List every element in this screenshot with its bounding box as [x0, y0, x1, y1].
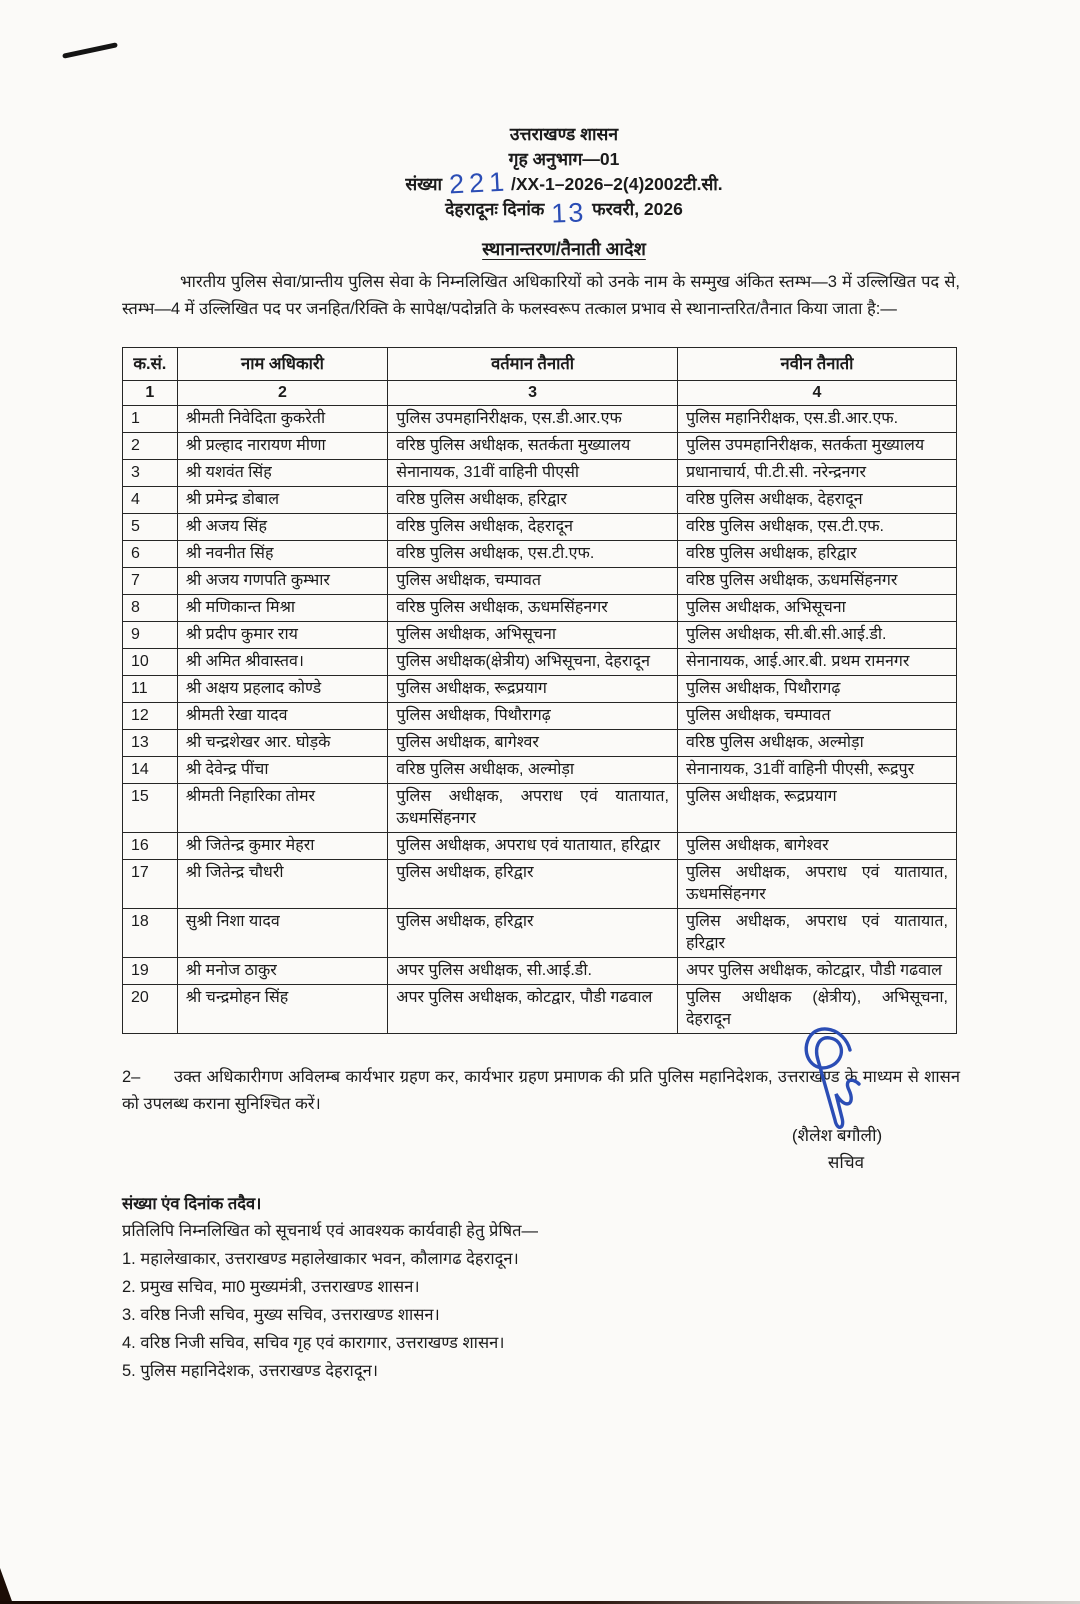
order-number-prefix: संख्या	[405, 174, 443, 194]
cell-officer-name: श्रीमती निहारिका तोमर	[177, 784, 388, 833]
place-date-suffix: फरवरी, 2026	[592, 199, 683, 219]
signatory-name: (शैलेश बगौली)	[791, 1126, 883, 1145]
colnum-3: 3	[388, 381, 678, 406]
signatory-title: सचिव	[827, 1153, 865, 1172]
cell-new-posting: पुलिस अधीक्षक, बागेश्वर	[677, 833, 956, 860]
cell-officer-name: श्रीमती रेखा यादव	[177, 703, 388, 730]
distribution-section	[122, 1191, 960, 1385]
cell-officer-name: श्री चन्द्रमोहन सिंह	[177, 985, 388, 1034]
table-row	[123, 985, 957, 1034]
table-row	[123, 784, 957, 833]
cell-current-posting: वरिष्ठ पुलिस अधीक्षक, हरिद्वार	[388, 487, 678, 514]
document-header	[122, 122, 960, 229]
cell-serial: 19	[123, 958, 178, 985]
cell-current-posting: पुलिस अधीक्षक, अभिसूचना	[388, 622, 678, 649]
cell-new-posting: सेनानायक, आई.आर.बी. प्रथम रामनगर	[677, 649, 956, 676]
table-header-row	[123, 348, 957, 381]
table-row	[123, 703, 957, 730]
table-row	[123, 909, 957, 958]
order-number-suffix: /XX-1–2026–2(4)2002टी.सी.	[511, 174, 723, 194]
distribution-item: 3. वरिष्ठ निजी सचिव, मुख्य सचिव, उत्तराखण्ड शासन।	[122, 1306, 440, 1324]
transfer-table-body	[123, 406, 957, 1034]
cell-current-posting: वरिष्ठ पुलिस अधीक्षक, ऊधमसिंहनगर	[388, 595, 678, 622]
cell-serial: 15	[123, 784, 178, 833]
signature-block	[752, 1124, 922, 1175]
cell-serial: 9	[123, 622, 178, 649]
table-row	[123, 460, 957, 487]
cell-serial: 10	[123, 649, 178, 676]
table-row	[123, 860, 957, 909]
cell-new-posting: पुलिस अधीक्षक, पिथौरागढ़	[677, 676, 956, 703]
paragraph-number: 2–	[122, 1068, 141, 1086]
col-header-officer-name: नाम अधिकारी	[177, 348, 388, 381]
cell-serial: 16	[123, 833, 178, 860]
cell-current-posting: पुलिस अधीक्षक, चम्पावत	[388, 568, 678, 595]
cell-current-posting: वरिष्ठ पुलिस अधीक्षक, सतर्कता मुख्यालय	[388, 433, 678, 460]
handwritten-order-number: 221	[448, 166, 510, 200]
cell-officer-name: श्री यशवंत सिंह	[177, 460, 388, 487]
cell-current-posting: वरिष्ठ पुलिस अधीक्षक, एस.टी.एफ.	[388, 541, 678, 568]
cell-officer-name: श्री अजय गणपति कुम्भार	[177, 568, 388, 595]
cell-current-posting: पुलिस उपमहानिरीक्षक, एस.डी.आर.एफ	[388, 406, 678, 433]
cell-officer-name: श्री जितेन्द्र चौधरी	[177, 860, 388, 909]
cell-current-posting: पुलिस अधीक्षक, अपराध एवं यातायात, हरिद्वार	[388, 833, 678, 860]
table-row	[123, 622, 957, 649]
subject-title: स्थानान्तरण/तैनाती आदेश	[482, 239, 646, 259]
colnum-2: 2	[177, 381, 388, 406]
intro-paragraph: भारतीय पुलिस सेवा/प्रान्तीय पुलिस सेवा के निम्नलिखित अधिकारियों को उनके नाम के सम्मुख अंकित स्तम्भ—3 में उल्लिखित पद से, स्तम्भ—4 में उल्लिखित पद पर जनहित/रिक्ति के सापेक्ष/पदोन्नति के फलस्वरूप तत्काल प्रभाव से स्थानान्तरित/तैनात किया जाता है:—	[122, 273, 960, 318]
cell-current-posting: पुलिस अधीक्षक, बागेश्वर	[388, 730, 678, 757]
place-date-line	[168, 197, 960, 229]
cell-serial: 20	[123, 985, 178, 1034]
cell-new-posting: पुलिस अधीक्षक, सी.बी.सी.आई.डी.	[677, 622, 956, 649]
cell-officer-name: श्री देवेन्द्र पींचा	[177, 757, 388, 784]
table-row	[123, 487, 957, 514]
cell-current-posting: सेनानायक, 31वीं वाहिनी पीएसी	[388, 460, 678, 487]
cell-serial: 5	[123, 514, 178, 541]
table-row	[123, 514, 957, 541]
cell-new-posting: पुलिस अधीक्षक, चम्पावत	[677, 703, 956, 730]
cell-new-posting: सेनानायक, 31वीं वाहिनी पीएसी, रूद्रपुर	[677, 757, 956, 784]
cell-officer-name: श्री जितेन्द्र कुमार मेहरा	[177, 833, 388, 860]
cell-new-posting: पुलिस अधीक्षक, अपराध एवं यातायात, हरिद्वार	[677, 909, 956, 958]
cell-serial: 8	[123, 595, 178, 622]
table-row	[123, 406, 957, 433]
cell-serial: 2	[123, 433, 178, 460]
distribution-item: 4. वरिष्ठ निजी सचिव, सचिव गृह एवं कारागार, उत्तराखण्ड शासन।	[122, 1334, 505, 1352]
cell-serial: 18	[123, 909, 178, 958]
table-row	[123, 676, 957, 703]
cell-new-posting: वरिष्ठ पुलिस अधीक्षक, देहरादून	[677, 487, 956, 514]
colnum-1: 1	[123, 381, 178, 406]
cell-serial: 17	[123, 860, 178, 909]
table-row	[123, 958, 957, 985]
cell-officer-name: श्री चन्द्रशेखर आर. घोड़के	[177, 730, 388, 757]
cell-current-posting: अपर पुलिस अधीक्षक, सी.आई.डी.	[388, 958, 678, 985]
cell-officer-name: श्री मनोज ठाकुर	[177, 958, 388, 985]
table-row	[123, 568, 957, 595]
cell-new-posting: पुलिस अधीक्षक, अभिसूचना	[677, 595, 956, 622]
cell-new-posting: वरिष्ठ पुलिस अधीक्षक, एस.टी.एफ.	[677, 514, 956, 541]
cell-serial: 13	[123, 730, 178, 757]
department-section: गृह अनुभाग—01	[508, 149, 620, 169]
cell-new-posting: पुलिस अधीक्षक, अपराध एवं यातायात, ऊधमसिंहनगर	[677, 860, 956, 909]
cell-new-posting: पुलिस उपमहानिरीक्षक, सतर्कता मुख्यालय	[677, 433, 956, 460]
cell-new-posting: पुलिस अधीक्षक, रूद्रप्रयाग	[677, 784, 956, 833]
instruction-paragraph	[122, 1064, 960, 1118]
cell-officer-name: श्रीमती निवेदिता कुकरेती	[177, 406, 388, 433]
cell-current-posting: पुलिस अधीक्षक, हरिद्वार	[388, 860, 678, 909]
cell-current-posting: वरिष्ठ पुलिस अधीक्षक, अल्मोड़ा	[388, 757, 678, 784]
table-row	[123, 833, 957, 860]
col-header-current-posting: वर्तमान तैनाती	[388, 348, 678, 381]
cell-current-posting: पुलिस अधीक्षक, रूद्रप्रयाग	[388, 676, 678, 703]
table-row	[123, 730, 957, 757]
copy-forward-line: प्रतिलिपि निम्नलिखित को सूचनार्थ एवं आवश्यक कार्यवाही हेतु प्रेषित—	[122, 1222, 539, 1240]
cell-serial: 14	[123, 757, 178, 784]
table-row	[123, 433, 957, 460]
cell-new-posting: प्रधानाचार्य, पी.टी.सी. नरेन्द्रनगर	[677, 460, 956, 487]
cell-officer-name: श्री अजय सिंह	[177, 514, 388, 541]
cell-serial: 1	[123, 406, 178, 433]
cell-officer-name: श्री प्रमेन्द्र डोबाल	[177, 487, 388, 514]
col-header-new-posting: नवीन तैनाती	[677, 348, 956, 381]
cell-officer-name: सुश्री निशा यादव	[177, 909, 388, 958]
cell-serial: 4	[123, 487, 178, 514]
handwritten-date: 13	[550, 197, 587, 229]
cell-new-posting: वरिष्ठ पुलिस अधीक्षक, अल्मोड़ा	[677, 730, 956, 757]
table-colnum-row	[123, 381, 957, 406]
cell-new-posting: वरिष्ठ पुलिस अधीक्षक, ऊधमसिंहनगर	[677, 568, 956, 595]
cell-current-posting: पुलिस अधीक्षक, अपराध एवं यातायात, ऊधमसिंहनगर	[388, 784, 678, 833]
cell-current-posting: पुलिस अधीक्षक, हरिद्वार	[388, 909, 678, 958]
document-content	[122, 122, 960, 1385]
cell-serial: 3	[123, 460, 178, 487]
table-row	[123, 757, 957, 784]
scan-corner-artifact	[0, 1568, 13, 1604]
cell-officer-name: श्री प्रदीप कुमार राय	[177, 622, 388, 649]
cell-officer-name: श्री मणिकान्त मिश्रा	[177, 595, 388, 622]
cell-officer-name: श्री प्रल्हाद नारायण मीणा	[177, 433, 388, 460]
distribution-list	[122, 1246, 960, 1385]
government-name: उत्तराखण्ड शासन	[509, 124, 619, 144]
cell-new-posting: वरिष्ठ पुलिस अधीक्षक, हरिद्वार	[677, 541, 956, 568]
distribution-item: 2. प्रमुख सचिव, मा0 मुख्यमंत्री, उत्तराखण्ड शासन।	[122, 1278, 420, 1296]
cell-new-posting: पुलिस महानिरीक्षक, एस.डी.आर.एफ.	[677, 406, 956, 433]
footer-heading: संख्या एंव दिनांक तदैव।	[122, 1195, 262, 1213]
col-header-serial: क.सं.	[123, 348, 178, 381]
table-row	[123, 541, 957, 568]
cell-current-posting: पुलिस अधीक्षक(क्षेत्रीय) अभिसूचना, देहरादून	[388, 649, 678, 676]
cell-new-posting: अपर पुलिस अधीक्षक, कोटद्वार, पौडी गढवाल	[677, 958, 956, 985]
transfer-table	[122, 347, 957, 1034]
cell-officer-name: श्री नवनीत सिंह	[177, 541, 388, 568]
cell-current-posting: पुलिस अधीक्षक, पिथौरागढ़	[388, 703, 678, 730]
place-date-prefix: देहरादूनः दिनांक	[445, 199, 545, 219]
cell-officer-name: श्री अमित श्रीवास्तव।	[177, 649, 388, 676]
cell-current-posting: वरिष्ठ पुलिस अधीक्षक, देहरादून	[388, 514, 678, 541]
distribution-item: 1. महालेखाकार, उत्तराखण्ड महालेखाकार भवन, कौलागढ देहरादून।	[122, 1250, 519, 1268]
order-number-line	[168, 166, 960, 200]
table-row	[123, 595, 957, 622]
cell-serial: 12	[123, 703, 178, 730]
cell-serial: 7	[123, 568, 178, 595]
cell-new-posting: पुलिस अधीक्षक (क्षेत्रीय), अभिसूचना, देहरादून	[677, 985, 956, 1034]
table-row	[123, 649, 957, 676]
cell-serial: 11	[123, 676, 178, 703]
cell-serial: 6	[123, 541, 178, 568]
instruction-text: उक्त अधिकारीगण अविलम्ब कार्यभार ग्रहण कर, कार्यभार ग्रहण प्रमाणक की प्रति पुलिस महानिदेशक, उत्तराखण्ड के माध्यम से शासन को उपलब्ध कराना सुनिश्चित करें।	[122, 1068, 960, 1113]
cell-officer-name: श्री अक्षय प्रहलाद कोण्डे	[177, 676, 388, 703]
cell-current-posting: अपर पुलिस अधीक्षक, कोटद्वार, पौडी गढवाल	[388, 985, 678, 1034]
distribution-item: 5. पुलिस महानिदेशक, उत्तराखण्ड देहरादून।	[122, 1362, 378, 1380]
colnum-4: 4	[677, 381, 956, 406]
pen-mark	[62, 42, 118, 59]
